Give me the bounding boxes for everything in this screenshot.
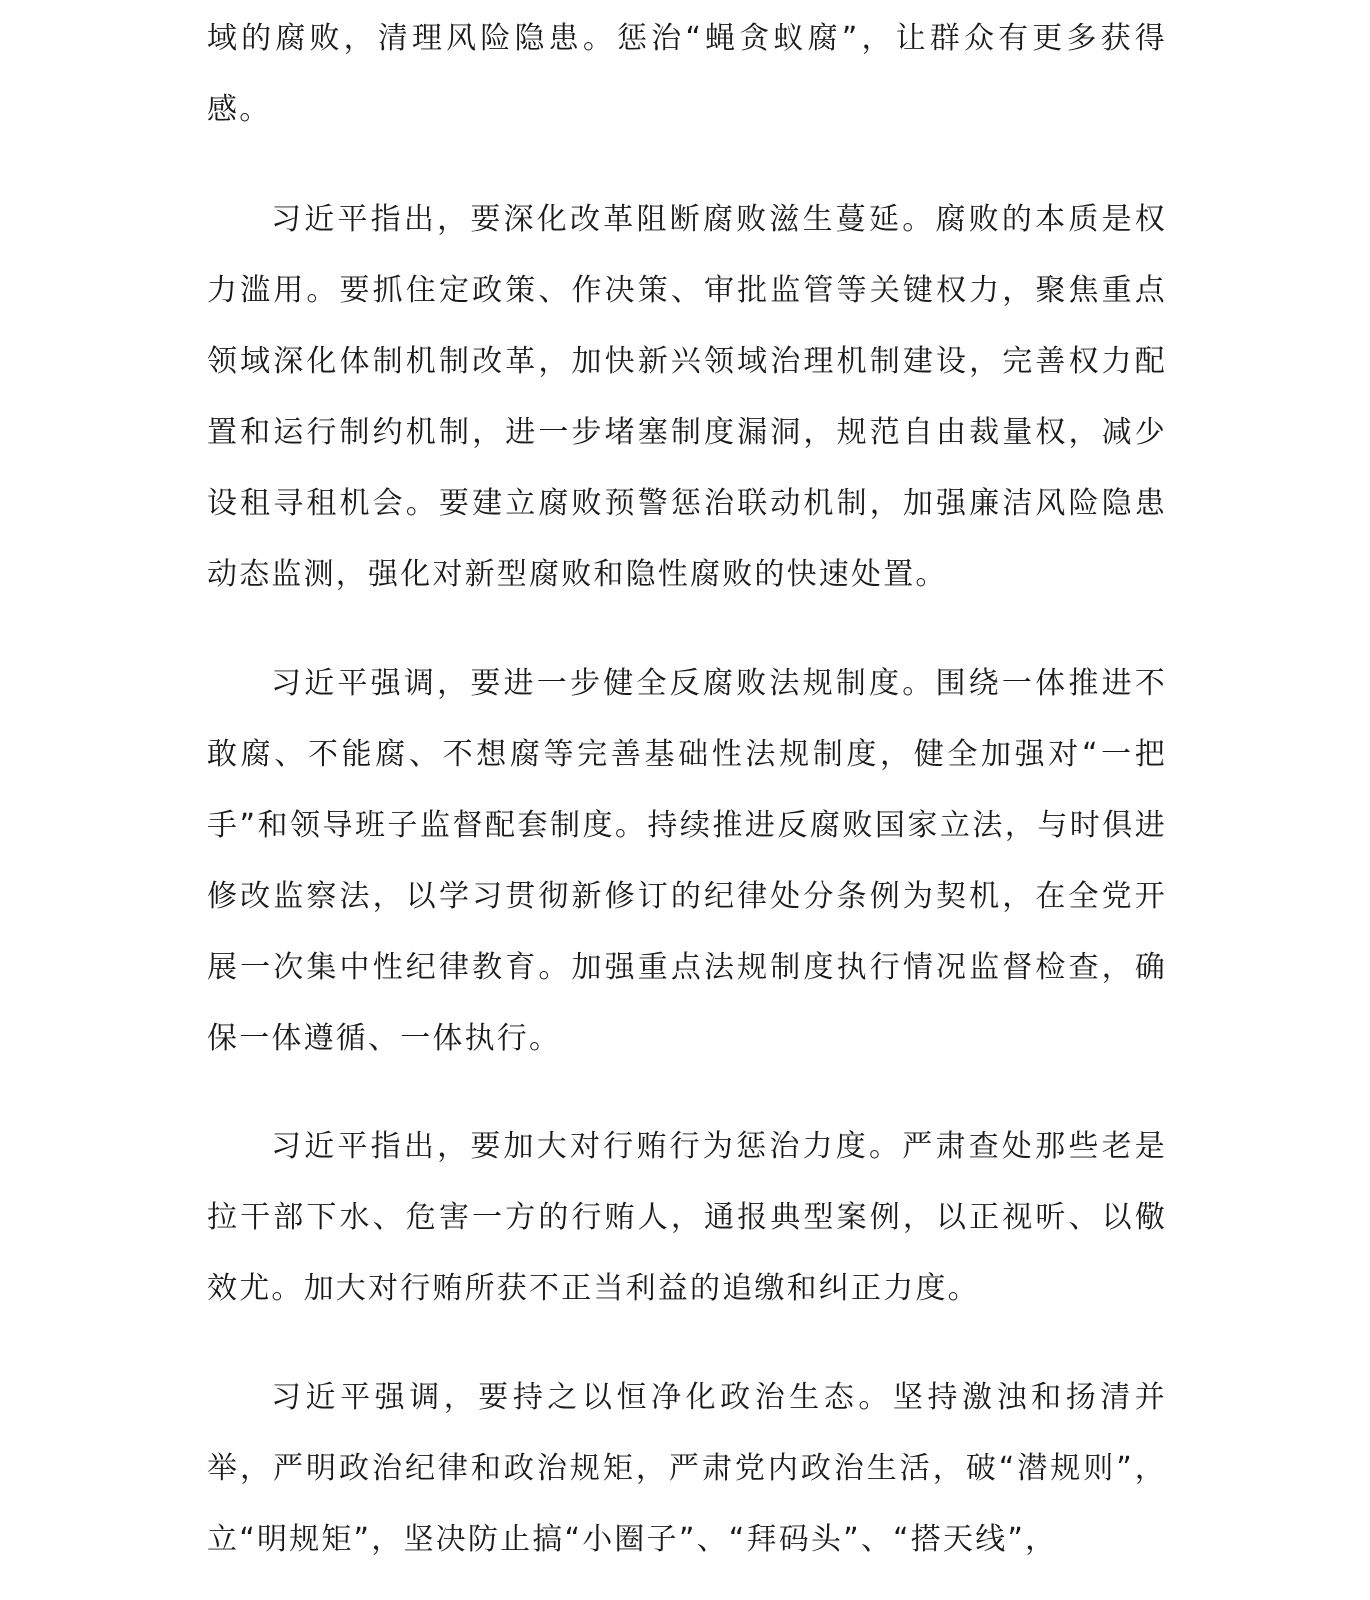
paragraph-bribery-punishment: 习近平指出，要加大对行贿行为惩治力度。严肃查处那些老是拉干部下水、危害一方的行贿人，通报典型案例，以正视听、以儆效尤。加大对行贿所获不正当利益的追缴和纠正力度。 [207, 1129, 1167, 1306]
paragraph-political-ecology: 习近平强调，要持之以恒净化政治生态。坚持激浊和扬清并举，严明政治纪律和政治规矩，严肃党内政治生活，破“潜规则”，立“明规矩”，坚决防止搞“小圈子”、“拜码头”、“搭天线”， [207, 1380, 1167, 1557]
paragraph-deepen-reform: 习近平指出，要深化改革阻断腐败滋生蔓延。腐败的本质是权力滥用。要抓住定政策、作决策、审批监管等关键权力，聚焦重点领域深化体制机制改革，加快新兴领域治理机制建设，完善权力配置和运行制约机制，进一步堵塞制度漏洞，规范自由裁量权，减少设租寻租机会。要建立腐败预警惩治联动机制，加强廉洁风险隐患动态监测，强化对新型腐败和隐性腐败的快速处置。 [207, 202, 1167, 592]
paragraph-continuation: 域的腐败，清理风险隐患。惩治“蝇贪蚁腐”，让群众有更多获得感。 [207, 21, 1167, 127]
paragraph-anti-corruption-regulations: 习近平强调，要进一步健全反腐败法规制度。围绕一体推进不敢腐、不能腐、不想腐等完善基础性法规制度，健全加强对“一把手”和领导班子监督配套制度。持续推进反腐败国家立法，与时俱进修改监察法，以学习贯彻新修订的纪律处分条例为契机，在全党开展一次集中性纪律教育。加强重点法规制度执行情况监督检查，确保一体遵循、一体执行。 [207, 666, 1167, 1056]
